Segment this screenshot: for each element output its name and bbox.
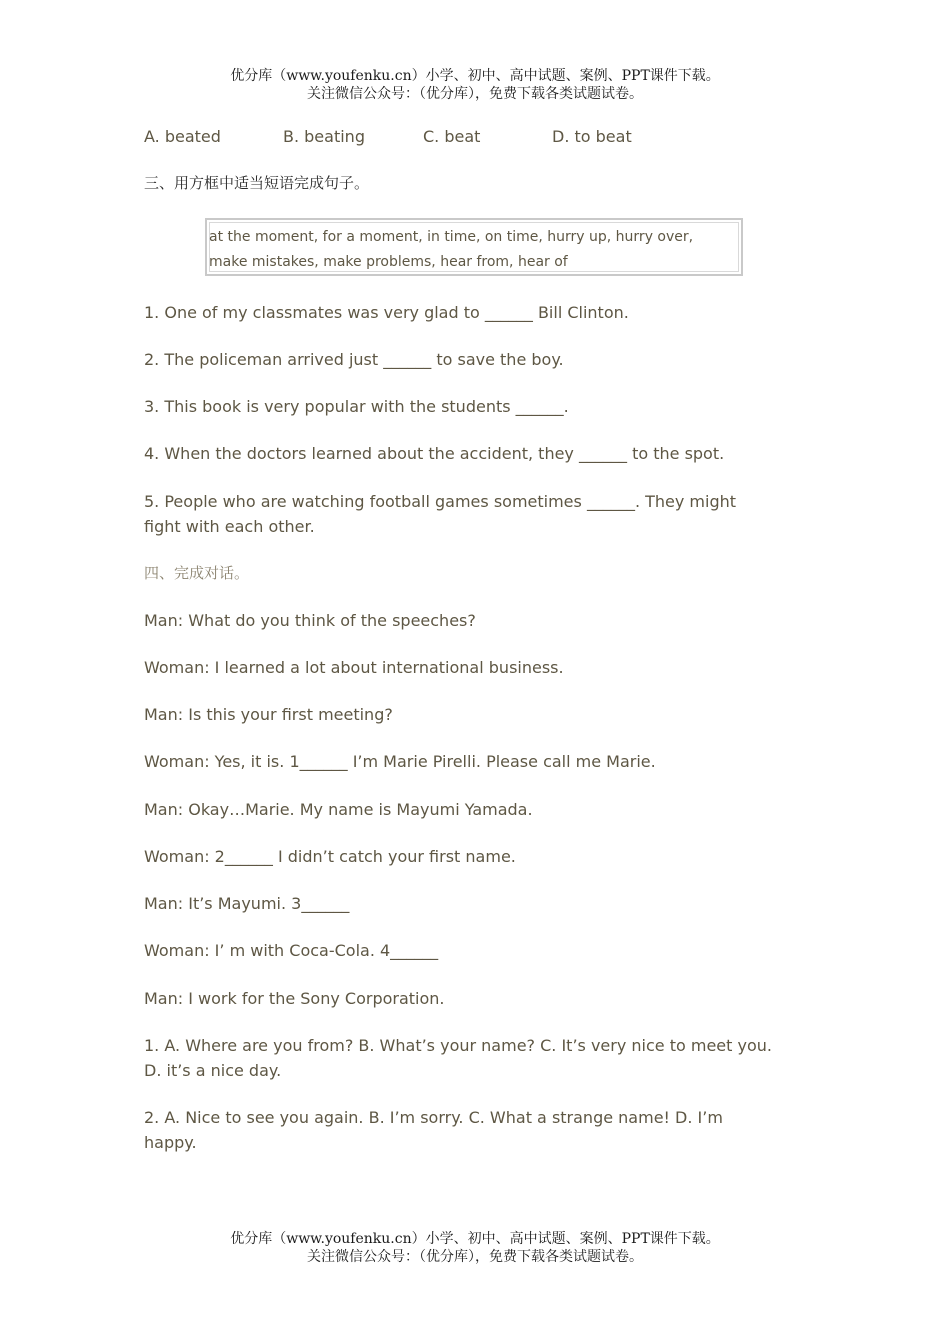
dialogue-line-2: Woman: I learned a lot about international business. xyxy=(144,658,564,677)
phrase-box xyxy=(205,218,743,276)
dialogue-line-7: Man: It’s Mayumi. 3______ xyxy=(144,894,350,913)
section-3-title: 三、用方框中适当短语完成句子。 xyxy=(144,174,370,192)
section-4-title: 四、完成对话。 xyxy=(144,564,250,582)
dialogue-line-1: Man: What do you think of the speeches? xyxy=(144,611,476,630)
dialogue-line-6: Woman: 2______ I didn’t catch your first name. xyxy=(144,847,516,866)
question-5: 5. People who are watching football games sometimes ______. They might xyxy=(144,492,737,511)
choice-1-continued: D. it’s a nice day. xyxy=(144,1061,282,1080)
header-line-1: 优分库（www.youfenku.cn）小学、初中、高中试题、案例、PPT课件下载。 xyxy=(230,68,720,84)
footer-line-1: 优分库（www.youfenku.cn）小学、初中、高中试题、案例、PPT课件下载。 xyxy=(230,1231,720,1247)
choice-2: 2. A. Nice to see you again. B. I’m sorry. C. What a strange name! D. I’m xyxy=(144,1108,723,1127)
footer-line-2: 关注微信公众号：（优分库），免费下载各类试题试卷。 xyxy=(307,1249,643,1265)
page-header xyxy=(0,67,950,103)
dialogue-line-9: Man: I work for the Sony Corporation. xyxy=(144,989,445,1008)
option-d: D. to beat xyxy=(552,127,632,146)
question-4: 4. When the doctors learned about the accident, they ______ to the spot. xyxy=(144,444,725,463)
phrase-box-text xyxy=(209,225,693,275)
dialogue-line-4: Woman: Yes, it is. 1______ I’m Marie Pirelli. Please call me Marie. xyxy=(144,752,656,771)
page-footer xyxy=(0,1230,950,1266)
header-line-2: 关注微信公众号：（优分库），免费下载各类试题试卷。 xyxy=(307,86,643,102)
phrase-box-line-1: at the moment, for a moment, in time, on time, hurry up, hurry over, xyxy=(209,229,694,245)
question-5-continued: fight with each other. xyxy=(144,517,315,536)
option-c: C. beat xyxy=(423,127,481,146)
question-3: 3. This book is very popular with the students ______. xyxy=(144,397,569,416)
phrase-box-line-2: make mistakes, make problems, hear from, hear of xyxy=(209,254,568,270)
question-2: 2. The policeman arrived just ______ to save the boy. xyxy=(144,350,564,369)
option-b: B. beating xyxy=(283,127,365,146)
choice-1: 1. A. Where are you from? B. What’s your name? C. It’s very nice to meet you. xyxy=(144,1036,772,1055)
option-a: A. beated xyxy=(144,127,221,146)
dialogue-line-3: Man: Is this your first meeting? xyxy=(144,705,393,724)
dialogue-line-8: Woman: I’ m with Coca-Cola. 4______ xyxy=(144,941,439,960)
question-1: 1. One of my classmates was very glad to ______ Bill Clinton. xyxy=(144,303,629,322)
previous-question-options xyxy=(144,124,804,149)
dialogue-line-5: Man: Okay…Marie. My name is Mayumi Yamada. xyxy=(144,800,533,819)
choice-2-continued: happy. xyxy=(144,1133,197,1152)
